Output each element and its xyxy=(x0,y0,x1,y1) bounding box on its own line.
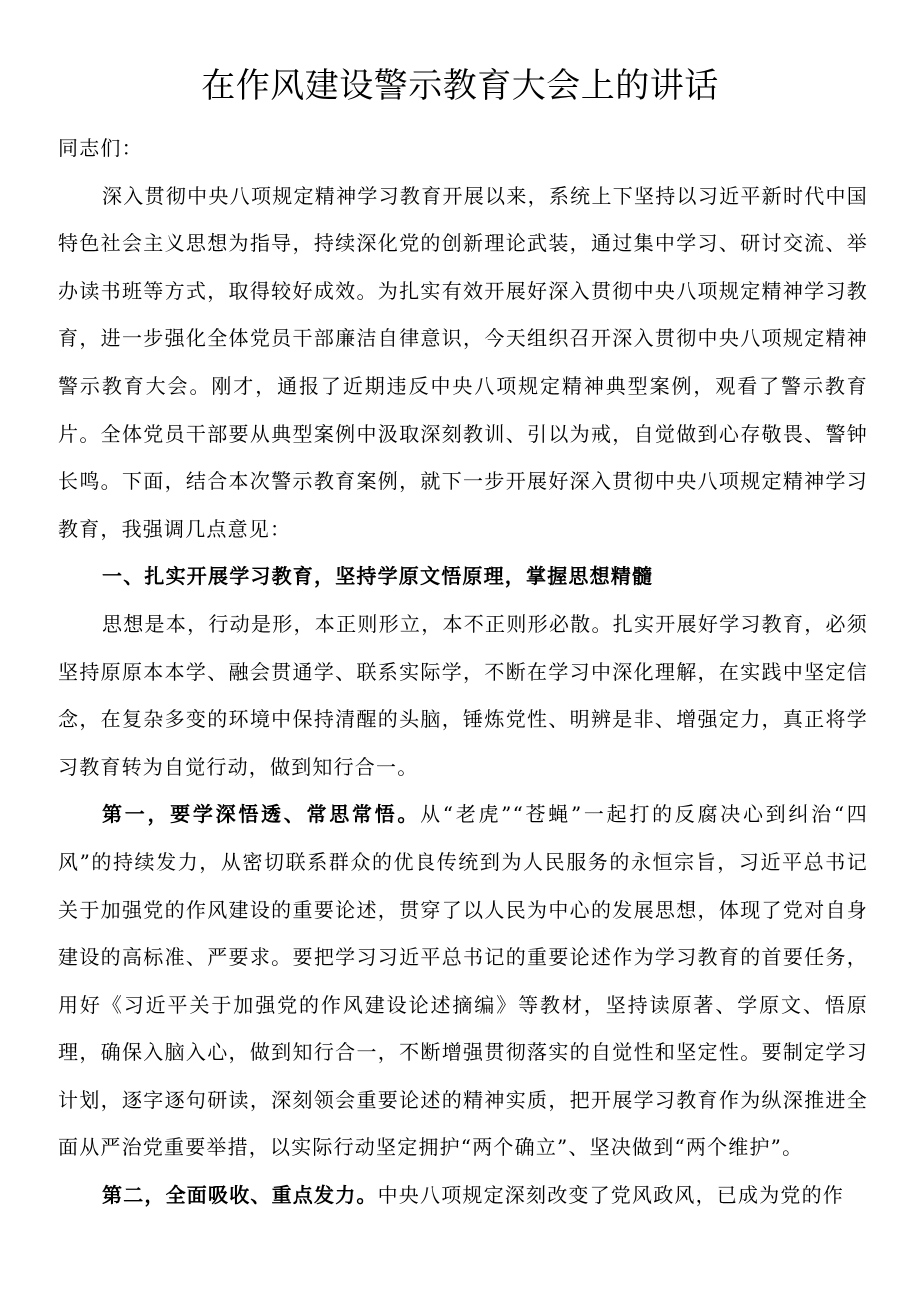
section-heading: 一、扎实开展学习教育，坚持学原文悟原理，掌握思想精髓 xyxy=(102,564,654,589)
point-one-text: 从“老虎”“苍蝇”一起打的反腐决心到纠治“四风”的持续发力，从密切联系群众的优良传统到为人民服务的永恒宗旨，习近平总书记关于加强党的作风建设的重要论述，贯穿了以人民为中心的发展思想，体现了党对自身建设的高标准、严要求。要把学习习近平总书记的重要论述作为学习教育的首要任务，用好《习近平关于加强党的作风建设论述摘编》等教材，坚持读原著、学原文、悟原理，确保入脑入心，做到知行合一，不断增强贯彻落实的自觉性和坚定性。要制定学习计划，逐字逐句研读，深刻领会重要论述的精神实质，把开展学习教育作为纵深推进全面从严治党重要举措，以实际行动坚定拥护“两个确立”、坚决做到“两个维护”。 xyxy=(58,802,868,1160)
opening-paragraph: 深入贯彻中央八项规定精神学习教育开展以来，系统上下坚持以习近平新时代中国特色社会主义思想为指导，持续深化党的创新理论武装，通过集中学习、研讨交流、举办读书班等方式，取得较好成效。为扎实有效开展好深入贯彻中央八项规定精神学习教育，进一步强化全体党员干部廉洁自律意识，今天组织召开深入贯彻中央八项规定精神警示教育大会。刚才，通报了近期违反中央八项规定精神典型案例，观看了警示教育片。全体党员干部要从典型案例中汲取深刻教训、引以为戒，自觉做到心存敬畏、警钟长鸣。下面，结合本次警示教育案例，就下一步开展好深入贯彻中央八项规定精神学习教育，我强调几点意见： xyxy=(58,183,868,541)
section-intro-paragraph: 思想是本，行动是形，本正则形立，本不正则形必散。扎实开展好学习教育，必须坚持原原本本学、融会贯通学、联系实际学，不断在学习中深化理解，在实践中坚定信念，在复杂多变的环境中保持清醒的头脑，锤炼党性、明辨是非、增强定力，真正将学习教育转为自觉行动，做到知行合一。 xyxy=(58,611,868,779)
document-title: 在作风建设警示教育大会上的讲话 xyxy=(201,66,719,106)
point-one-lead: 第一，要学深悟透、常思常悟。 xyxy=(102,802,421,827)
document-body xyxy=(58,125,868,1220)
salutation: 同志们： xyxy=(58,136,143,160)
point-one-paragraph xyxy=(58,791,868,1172)
point-two-text: 中央八项规定深刻改变了党风政风，已成为党的作 xyxy=(377,1183,845,1208)
point-two-lead: 第二，全面吸收、重点发力。 xyxy=(102,1183,378,1208)
point-two-paragraph xyxy=(58,1172,868,1220)
